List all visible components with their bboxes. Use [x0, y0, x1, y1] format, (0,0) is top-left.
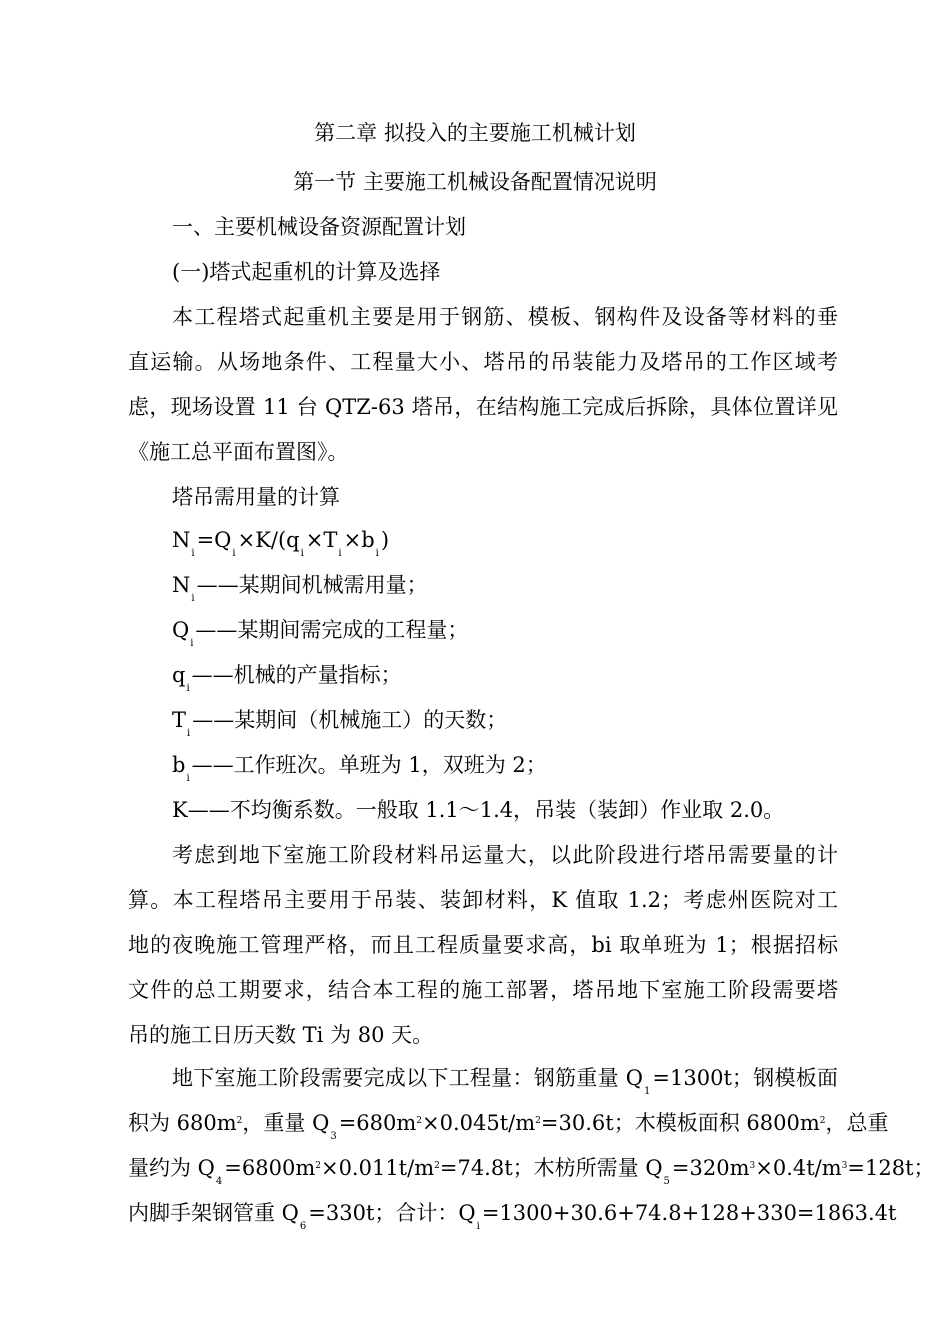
- def-q: $Q_i——$某期间需完成的工程量；: [172, 618, 469, 649]
- item-heading: 一、主要机械设备资源配置计划: [172, 215, 466, 239]
- section-title: 第一节 主要施工机械设备配置情况说明: [293, 170, 657, 194]
- para3-line2: 积为 $680m^2$，重量 $Q_3=680m^2\times 0.045t/m^2=30.6t$；木模板面积 $6800m^2$，总重: [128, 1111, 889, 1142]
- para3-line3: 量约为 $Q_4=6800m^2\times 0.011t/m^2=74.8t$；木枋所需量 $Q_5=320m^3\times 0.4t/m^3=128t$；: [128, 1156, 935, 1187]
- para3-line4: 内脚手架钢管重 $Q_6=330t$；合计：$Q_i=1300+30.6+74.8+128+330=1863.4t$: [128, 1201, 897, 1232]
- para2-line4: 文件的总工期要求，结合本工程的施工部署，塔吊地下室施工阶段需要塔: [128, 978, 838, 1002]
- chapter-title: 第二章 拟投入的主要施工机械计划: [314, 121, 636, 145]
- def-n: $N_i——$某期间机械需用量；: [172, 573, 428, 604]
- para1-line2: 直运输。从场地条件、工程量大小、塔吊的吊装能力及塔吊的工作区域考: [128, 350, 838, 374]
- para1-line4: 《施工总平面布置图》。: [128, 440, 349, 464]
- para2-line2: 算。本工程塔吊主要用于吊装、装卸材料，K 值取 1.2；考虑州医院对工: [128, 888, 838, 912]
- subitem-heading: (一)塔式起重机的计算及选择: [172, 260, 441, 284]
- def-t: $T_i——$某期间（机械施工）的天数；: [172, 708, 508, 739]
- def-qq: $q_i——$机械的产量指标；: [172, 663, 402, 694]
- para1-line1: 本工程塔式起重机主要是用于钢筋、模板、钢构件及设备等材料的垂: [172, 305, 838, 329]
- def-k: K——不均衡系数。一般取 1.1～1.4，吊装（装卸）作业取 2.0。: [172, 798, 785, 822]
- formula: $N_i=Q_i\times K/(q_i\times T_i\times b_i)$: [172, 528, 390, 559]
- para3-line1: 地下室施工阶段需要完成以下工程量：钢筋重量 $Q_1=1300t$；钢模板面: [172, 1066, 838, 1097]
- para2-line1: 考虑到地下室施工阶段材料吊运量大，以此阶段进行塔吊需要量的计: [172, 843, 838, 867]
- para2-line5: 吊的施工日历天数 Ti 为 80 天。: [128, 1023, 434, 1047]
- para1-line3: 虑，现场设置 11 台 QTZ-63 塔吊，在结构施工完成后拆除，具体位置详见: [128, 395, 838, 419]
- def-b: $b_i——$工作班次。单班为 1，双班为 2；: [172, 753, 547, 784]
- para2-line3: 地的夜晚施工管理严格，而且工程质量要求高，bi 取单班为 1；根据招标: [128, 933, 838, 957]
- calc-title: 塔吊需用量的计算: [172, 485, 340, 509]
